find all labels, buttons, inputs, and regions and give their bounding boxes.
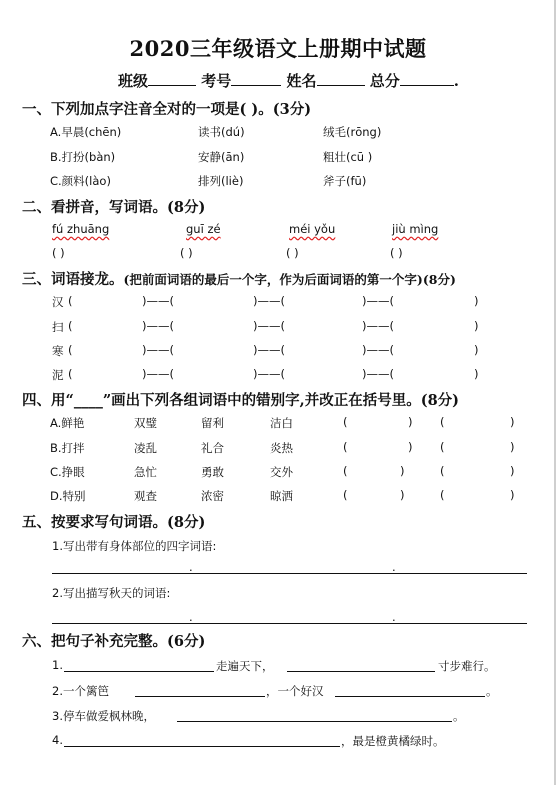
- pinyin-4: jiù mìng: [392, 222, 439, 236]
- s4-c-fix-open-2[interactable]: (: [440, 464, 445, 478]
- chain-close-4[interactable]: ): [474, 367, 479, 381]
- chain-link-3c[interactable]: )——(: [362, 343, 394, 357]
- student-info-line: [118, 70, 459, 91]
- s6-q2-start: 2.一个篱笆: [52, 684, 109, 698]
- chain-start-3: 寒: [52, 344, 64, 358]
- pinyin-1: fú zhuāng: [52, 222, 110, 236]
- s1-option-c3: 斧子(fū): [323, 174, 367, 188]
- s4-c-word-2[interactable]: 急忙: [134, 465, 157, 479]
- section-1-heading: 一、下列加点字注音全对的一项是( )。(3分): [22, 101, 312, 118]
- s5-question-1: 1.写出带有身体部位的四字词语:: [52, 539, 217, 553]
- s1-option-b1: B.打扮(bàn): [50, 150, 116, 164]
- s4-a-fix-close-1[interactable]: ): [408, 415, 413, 429]
- s4-b-word-1[interactable]: B.打拌: [50, 441, 85, 455]
- pinyin-3: méi yǒu: [289, 222, 336, 236]
- s4-b-word-2[interactable]: 凌乱: [134, 441, 157, 455]
- s4-a-fix-open-1[interactable]: (: [343, 415, 348, 429]
- s6-q3-blank[interactable]: [177, 721, 452, 722]
- number-blank[interactable]: [231, 71, 281, 86]
- s4-b-fix-open-1[interactable]: (: [343, 440, 348, 454]
- section-3-title: 三、词语接龙。: [22, 271, 124, 288]
- s4-a-word-1[interactable]: A.鲜艳: [50, 416, 85, 430]
- s5-dot-1b: .: [392, 560, 396, 574]
- chain-open-4[interactable]: (: [68, 367, 73, 381]
- chain-open-2[interactable]: (: [68, 319, 73, 333]
- s6-q1-end: 寸步难行。: [438, 659, 496, 673]
- section-2-heading: 二、看拼音，写词语。(8分): [22, 199, 206, 216]
- s4-c-word-3[interactable]: 勇敢: [201, 465, 224, 479]
- name-label: 姓名: [286, 72, 317, 90]
- s6-q2-end: 。: [486, 684, 498, 698]
- s4-c-word-1[interactable]: C.挣眼: [50, 465, 85, 479]
- s5-answer-line-1[interactable]: [52, 573, 527, 574]
- section-4-heading: 四、用“____”画出下列各组词语中的错别字,并改正在括号里。(8分): [22, 392, 460, 409]
- s6-q3-start: 3.停车做爱枫林晚，: [52, 709, 155, 723]
- s4-a-word-4[interactable]: 洁白: [270, 416, 293, 430]
- chain-close-1[interactable]: ): [474, 294, 479, 308]
- s4-b-word-3[interactable]: 礼合: [201, 441, 224, 455]
- s1-option-a2: 读书(dú): [198, 125, 245, 139]
- s1-option-a1: A.早晨(chēn): [50, 125, 122, 139]
- score-label: 总分: [369, 72, 400, 90]
- s4-c-word-4[interactable]: 交外: [270, 465, 293, 479]
- s4-b-fix-close-1[interactable]: ): [408, 440, 413, 454]
- s1-option-b3: 粗壮(cū ): [323, 150, 373, 164]
- s4-c-fix-close-2[interactable]: ): [510, 464, 515, 478]
- s5-dot-1a: .: [189, 560, 193, 574]
- chain-open-3[interactable]: (: [68, 343, 73, 357]
- s4-d-word-1[interactable]: D.特别: [50, 489, 86, 503]
- s4-c-fix-open-1[interactable]: (: [343, 464, 348, 478]
- s1-option-c1: C.颜料(lào): [50, 174, 111, 188]
- chain-open-1[interactable]: (: [68, 294, 73, 308]
- chain-link-3b[interactable]: )——(: [253, 343, 285, 357]
- s4-a-word-2[interactable]: 双璧: [134, 416, 157, 430]
- s5-question-2: 2.写出描写秋天的词语:: [52, 586, 171, 600]
- s4-d-word-3[interactable]: 浓密: [201, 489, 224, 503]
- s4-d-fix-open-2[interactable]: (: [440, 488, 445, 502]
- pinyin-2: guī zé: [186, 222, 221, 236]
- s1-option-b2: 安静(ān): [198, 150, 245, 164]
- s4-a-fix-open-2[interactable]: (: [440, 415, 445, 429]
- chain-link-2c[interactable]: )——(: [362, 319, 394, 333]
- s6-q2-blank-1[interactable]: [135, 696, 265, 697]
- chain-link-4a[interactable]: )——(: [142, 367, 174, 381]
- pinyin-answer-1[interactable]: ( ): [52, 246, 65, 260]
- score-blank[interactable]: [400, 71, 454, 86]
- pinyin-answer-4[interactable]: ( ): [390, 246, 403, 260]
- s4-c-fix-close-1[interactable]: ): [400, 464, 405, 478]
- s4-b-word-4[interactable]: 炎热: [270, 441, 293, 455]
- chain-start-4: 泥: [52, 368, 64, 382]
- chain-close-3[interactable]: ): [474, 343, 479, 357]
- s4-d-word-4[interactable]: 晾洒: [270, 489, 293, 503]
- s6-q3-end: 。: [453, 709, 465, 723]
- class-blank[interactable]: [148, 71, 196, 86]
- name-blank[interactable]: [317, 71, 365, 86]
- section-6-heading: 六、把句子补充完整。(6分): [22, 633, 206, 650]
- s6-q4-blank[interactable]: [64, 746, 340, 747]
- chain-link-1b[interactable]: )——(: [253, 294, 285, 308]
- s1-option-c2: 排列(liè): [198, 174, 244, 188]
- s6-q2-blank-2[interactable]: [335, 696, 485, 697]
- number-label: 考号: [201, 72, 232, 90]
- s6-q4-number: 4.: [52, 733, 63, 747]
- section-3-note: (把前面词语的最后一个字，作为后面词语的第一个字)(8分): [123, 272, 456, 287]
- pinyin-answer-2[interactable]: ( ): [180, 246, 193, 260]
- s4-b-fix-open-2[interactable]: (: [440, 440, 445, 454]
- s1-option-a3: 绒毛(rōng): [323, 125, 382, 139]
- class-label: 班级: [118, 72, 149, 90]
- pinyin-answer-3[interactable]: ( ): [286, 246, 299, 260]
- s6-q1-blank-2[interactable]: [287, 671, 435, 672]
- chain-link-1a[interactable]: )——(: [142, 294, 174, 308]
- section-5-heading: 五、按要求写句词语。(8分): [22, 514, 206, 531]
- s6-q1-number: 1.: [52, 658, 63, 672]
- chain-link-4b[interactable]: )——(: [253, 367, 285, 381]
- chain-link-1c[interactable]: )——(: [362, 294, 394, 308]
- chain-link-2a[interactable]: )——(: [142, 319, 174, 333]
- section-3-heading: [22, 268, 456, 289]
- chain-start-2: 扫: [52, 320, 64, 334]
- s6-q4-end: ，最是橙黄橘绿时。: [341, 734, 445, 748]
- s6-q1-blank-1[interactable]: [64, 671, 214, 672]
- chain-link-3a[interactable]: )——(: [142, 343, 174, 357]
- chain-start-1: 汉: [52, 295, 64, 309]
- info-end-mark: .: [453, 72, 459, 90]
- s5-dot-2b: .: [392, 610, 396, 624]
- chain-close-2[interactable]: ): [474, 319, 479, 333]
- chain-link-2b[interactable]: )——(: [253, 319, 285, 333]
- page-title: 2020三年级语文上册期中试题: [129, 36, 427, 61]
- s4-d-fix-open-1[interactable]: (: [343, 488, 348, 502]
- s5-dot-2a: .: [189, 610, 193, 624]
- chain-link-4c[interactable]: )——(: [362, 367, 394, 381]
- s6-q1-middle: 走遍天下，: [216, 659, 274, 673]
- s4-a-word-3[interactable]: 留利: [201, 416, 224, 430]
- s4-b-fix-close-2[interactable]: ): [510, 440, 515, 454]
- s4-d-fix-close-1[interactable]: ): [400, 488, 405, 502]
- s6-q2-middle: ，一个好汉: [266, 684, 324, 698]
- s4-a-fix-close-2[interactable]: ): [510, 415, 515, 429]
- s4-d-word-2[interactable]: 观查: [134, 489, 157, 503]
- s5-answer-line-2[interactable]: [52, 623, 527, 624]
- s4-d-fix-close-2[interactable]: ): [510, 488, 515, 502]
